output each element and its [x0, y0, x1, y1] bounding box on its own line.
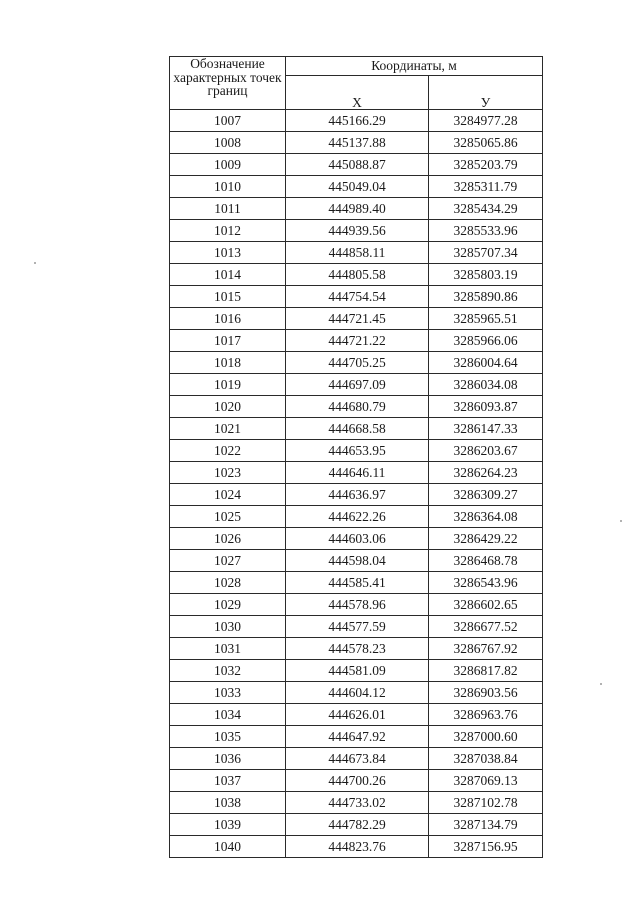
point-id-cell: 1030	[170, 616, 286, 638]
table-row	[170, 220, 543, 242]
table-row	[170, 330, 543, 352]
table-row	[170, 506, 543, 528]
point-id-cell: 1018	[170, 352, 286, 374]
table-row	[170, 726, 543, 748]
point-id-cell: 1023	[170, 462, 286, 484]
table-row	[170, 836, 543, 858]
y-coordinate-cell: 3286817.82	[429, 660, 543, 682]
point-id-cell: 1031	[170, 638, 286, 660]
point-id-cell: 1039	[170, 814, 286, 836]
x-coordinate-cell: 444673.84	[286, 748, 429, 770]
x-coordinate-cell: 444823.76	[286, 836, 429, 858]
x-coordinate-cell: 444680.79	[286, 396, 429, 418]
y-coordinate-cell: 3287102.78	[429, 792, 543, 814]
y-coordinate-cell: 3286429.22	[429, 528, 543, 550]
point-id-cell: 1035	[170, 726, 286, 748]
table-row	[170, 792, 543, 814]
x-coordinate-cell: 444721.22	[286, 330, 429, 352]
point-id-cell: 1014	[170, 264, 286, 286]
point-id-cell: 1019	[170, 374, 286, 396]
point-id-cell: 1033	[170, 682, 286, 704]
coordinates-header: Координаты, м	[286, 57, 543, 76]
y-coordinate-cell: 3286677.52	[429, 616, 543, 638]
point-id-cell: 1010	[170, 176, 286, 198]
x-coordinate-cell: 445088.87	[286, 154, 429, 176]
y-coordinate-cell: 3285311.79	[429, 176, 543, 198]
x-coordinate-cell: 444598.04	[286, 550, 429, 572]
table-row	[170, 374, 543, 396]
point-id-cell: 1032	[170, 660, 286, 682]
table-row	[170, 682, 543, 704]
point-id-cell: 1016	[170, 308, 286, 330]
y-coordinate-cell: 3287069.13	[429, 770, 543, 792]
x-coordinate-cell: 444697.09	[286, 374, 429, 396]
table-row	[170, 814, 543, 836]
y-coordinate-cell: 3285065.86	[429, 132, 543, 154]
scan-speck	[600, 683, 602, 685]
point-id-cell: 1038	[170, 792, 286, 814]
point-id-cell: 1013	[170, 242, 286, 264]
y-coordinate-cell: 3286468.78	[429, 550, 543, 572]
y-coordinate-cell: 3286203.67	[429, 440, 543, 462]
y-coordinate-cell: 3285434.29	[429, 198, 543, 220]
y-coordinate-cell: 3285965.51	[429, 308, 543, 330]
table-row	[170, 550, 543, 572]
point-id-cell: 1012	[170, 220, 286, 242]
y-coordinate-cell: 3286543.96	[429, 572, 543, 594]
x-coordinate-cell: 445137.88	[286, 132, 429, 154]
scan-speck	[620, 520, 622, 522]
point-id-cell: 1025	[170, 506, 286, 528]
point-id-cell: 1037	[170, 770, 286, 792]
table-row	[170, 704, 543, 726]
x-coordinate-cell: 444585.41	[286, 572, 429, 594]
table-header	[170, 57, 543, 110]
x-coordinate-cell: 444647.92	[286, 726, 429, 748]
table-row	[170, 418, 543, 440]
x-coordinate-cell: 444653.95	[286, 440, 429, 462]
x-coordinate-cell: 444622.26	[286, 506, 429, 528]
x-coordinate-cell: 444646.11	[286, 462, 429, 484]
point-id-cell: 1027	[170, 550, 286, 572]
x-coordinate-cell: 444782.29	[286, 814, 429, 836]
x-coordinate-cell: 444733.02	[286, 792, 429, 814]
y-coordinate-cell: 3285203.79	[429, 154, 543, 176]
y-coordinate-cell: 3285803.19	[429, 264, 543, 286]
table-row	[170, 462, 543, 484]
table-row	[170, 440, 543, 462]
x-coordinate-cell: 444700.26	[286, 770, 429, 792]
x-coordinate-cell: 444604.12	[286, 682, 429, 704]
x-coordinate-cell: 444668.58	[286, 418, 429, 440]
table-row	[170, 528, 543, 550]
x-coordinate-cell: 444858.11	[286, 242, 429, 264]
y-coordinate-cell: 3286767.92	[429, 638, 543, 660]
point-id-cell: 1026	[170, 528, 286, 550]
table-body	[170, 110, 543, 858]
point-id-cell: 1024	[170, 484, 286, 506]
table-row	[170, 154, 543, 176]
y-coordinate-cell: 3286264.23	[429, 462, 543, 484]
y-coordinate-cell: 3285890.86	[429, 286, 543, 308]
y-coordinate-cell: 3285533.96	[429, 220, 543, 242]
point-id-cell: 1034	[170, 704, 286, 726]
point-id-cell: 1020	[170, 396, 286, 418]
point-id-cell: 1022	[170, 440, 286, 462]
y-coordinate-cell: 3286602.65	[429, 594, 543, 616]
point-id-cell: 1007	[170, 110, 286, 132]
point-id-cell: 1015	[170, 286, 286, 308]
y-coordinate-cell: 3286147.33	[429, 418, 543, 440]
table-row	[170, 198, 543, 220]
point-id-cell: 1040	[170, 836, 286, 858]
x-coordinate-cell: 444805.58	[286, 264, 429, 286]
table-row	[170, 242, 543, 264]
table-row	[170, 594, 543, 616]
table-row	[170, 110, 543, 132]
y-coordinate-cell: 3284977.28	[429, 110, 543, 132]
x-column-header: X	[286, 76, 429, 110]
table-row	[170, 396, 543, 418]
point-id-cell: 1008	[170, 132, 286, 154]
y-coordinate-cell: 3285966.06	[429, 330, 543, 352]
coordinates-table	[169, 56, 543, 858]
y-coordinate-cell: 3287038.84	[429, 748, 543, 770]
x-coordinate-cell: 444989.40	[286, 198, 429, 220]
x-coordinate-cell: 444578.96	[286, 594, 429, 616]
x-coordinate-cell: 444581.09	[286, 660, 429, 682]
x-coordinate-cell: 444636.97	[286, 484, 429, 506]
x-coordinate-cell: 444705.25	[286, 352, 429, 374]
scan-speck	[34, 262, 36, 264]
table-row	[170, 132, 543, 154]
y-coordinate-cell: 3286093.87	[429, 396, 543, 418]
point-id-cell: 1011	[170, 198, 286, 220]
x-coordinate-cell: 444754.54	[286, 286, 429, 308]
point-id-cell: 1009	[170, 154, 286, 176]
table-row	[170, 352, 543, 374]
x-coordinate-cell: 444603.06	[286, 528, 429, 550]
y-coordinate-cell: 3286963.76	[429, 704, 543, 726]
x-coordinate-cell: 445166.29	[286, 110, 429, 132]
y-coordinate-cell: 3286309.27	[429, 484, 543, 506]
y-coordinate-cell: 3286903.56	[429, 682, 543, 704]
point-id-cell: 1021	[170, 418, 286, 440]
x-coordinate-cell: 444626.01	[286, 704, 429, 726]
x-coordinate-cell: 444577.59	[286, 616, 429, 638]
table-row	[170, 176, 543, 198]
table-row	[170, 572, 543, 594]
table-row	[170, 308, 543, 330]
x-coordinate-cell: 445049.04	[286, 176, 429, 198]
y-coordinate-cell: 3287134.79	[429, 814, 543, 836]
point-id-cell: 1028	[170, 572, 286, 594]
point-id-cell: 1036	[170, 748, 286, 770]
y-coordinate-cell: 3287156.95	[429, 836, 543, 858]
table-row	[170, 748, 543, 770]
table-row	[170, 484, 543, 506]
table-row	[170, 264, 543, 286]
y-column-header: У	[429, 76, 543, 110]
table-row	[170, 286, 543, 308]
table-row	[170, 770, 543, 792]
y-coordinate-cell: 3285707.34	[429, 242, 543, 264]
table-row	[170, 616, 543, 638]
table-row	[170, 660, 543, 682]
x-coordinate-cell: 444721.45	[286, 308, 429, 330]
y-coordinate-cell: 3287000.60	[429, 726, 543, 748]
y-coordinate-cell: 3286034.08	[429, 374, 543, 396]
x-coordinate-cell: 444939.56	[286, 220, 429, 242]
table-row	[170, 638, 543, 660]
y-coordinate-cell: 3286364.08	[429, 506, 543, 528]
point-id-cell: 1017	[170, 330, 286, 352]
y-coordinate-cell: 3286004.64	[429, 352, 543, 374]
x-coordinate-cell: 444578.23	[286, 638, 429, 660]
point-designation-header: Обозначение характерных точек границ	[170, 57, 286, 110]
point-id-cell: 1029	[170, 594, 286, 616]
